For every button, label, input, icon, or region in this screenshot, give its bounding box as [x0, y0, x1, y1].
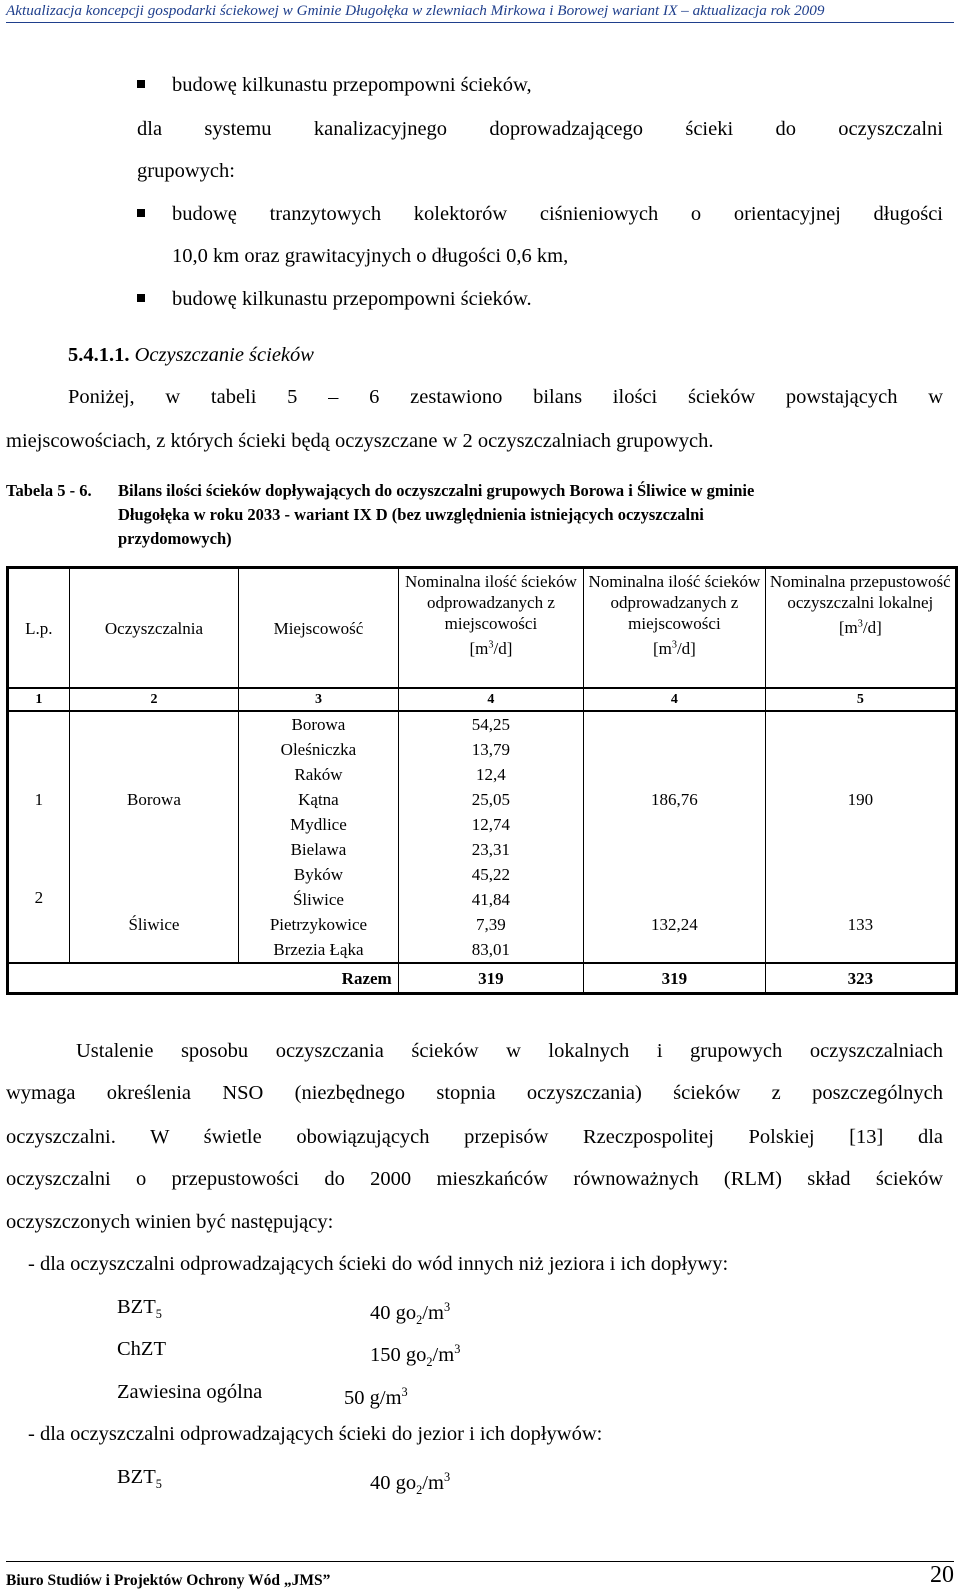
param-name: $BZT_5$ — [117, 1296, 162, 1322]
town-cell: Oleśniczka — [239, 737, 399, 762]
paragraph-line: Poniżej, w tabeli 5 – 6 zestawiono bilans ilości ścieków powstających w — [68, 386, 943, 408]
unit: $[m^3/d]$ — [838, 617, 882, 637]
paragraph-line: oczyszczalni o przepustowości do 2000 mieszkańców równoważnych (RLM) skład ścieków — [6, 1168, 943, 1190]
capacity-cell: 190 — [765, 711, 956, 887]
table-caption-line: przydomowych) — [118, 529, 232, 548]
bullet-text: budowę tranzytowych kolektorów ciśnieniowych o orientacyjnej długości — [172, 203, 943, 225]
param-value: 50 $g/m^3$ — [344, 1385, 408, 1409]
param-value: 40 $go_2/m^3$ — [370, 1300, 451, 1327]
table-row — [8, 711, 957, 737]
sum-cell: 186,76 — [584, 711, 765, 887]
page-footer — [6, 1562, 954, 1591]
column-number: 1 — [8, 688, 70, 711]
header-capacity-text: Nominalna przepustowość oczyszczalni lokalnej — [769, 572, 951, 612]
column-number: 3 — [239, 688, 399, 711]
bullet-icon — [137, 80, 145, 88]
section-title: Oczyszczanie ścieków — [134, 344, 314, 366]
param-name: ChZT — [117, 1338, 166, 1360]
column-number: 4 — [584, 688, 765, 711]
paragraph-line: miejscowościach, z których ścieki będą oczyszczane w 2 oczyszczalniach grupowych. — [6, 430, 714, 452]
quantity-cell: 25,05 — [398, 787, 583, 812]
quantity-cell: 83,01 — [398, 937, 583, 963]
balance-table — [6, 566, 958, 995]
paragraph-line: Ustalenie sposobu oczyszczania ścieków w lokalnych i grupowych oczyszczalniach — [76, 1040, 943, 1062]
town-cell: Byków — [239, 862, 399, 887]
list-dash-line: - dla oczyszczalni odprowadzających ścieki do wód innych niż jeziora i ich dopływy: — [28, 1253, 729, 1275]
capacity-cell: 133 — [765, 887, 956, 963]
town-cell: Pietrzykowice — [239, 912, 399, 937]
param-value: 40 $go_2/m^3$ — [370, 1470, 451, 1497]
header-town: Miejscowość — [239, 568, 399, 689]
paragraph-line: wymaga określenia NSO (niezbędnego stopnia oczyszczania) ścieków z poszczególnych — [6, 1082, 943, 1104]
list-dash-line: - dla oczyszczalni odprowadzających ścieki do jezior i ich dopływów: — [28, 1423, 603, 1445]
quantity-cell: 13,79 — [398, 737, 583, 762]
lp-cell: 2 — [8, 887, 70, 963]
unit: $[m^3/d]$ — [652, 638, 696, 658]
section-number: 5.4.1.1. — [68, 344, 130, 366]
page-number: 20 — [930, 1562, 954, 1588]
town-cell: Śliwice — [239, 887, 399, 912]
footer-text: Biuro Studiów i Projektów Ochrony Wód „JMS” — [6, 1572, 331, 1589]
header-q1 — [398, 568, 583, 689]
param-name: $BZT_5$ — [117, 1466, 162, 1492]
total-quantity: 319 — [398, 963, 583, 994]
column-number-row — [8, 688, 957, 711]
town-cell: Borowa — [239, 711, 399, 737]
bullet-text: 10,0 km oraz grawitacyjnych o długości 0,6 km, — [172, 245, 569, 267]
header-q2-text: Nominalna ilość ścieków odprowadzanych z miejscowości — [588, 572, 761, 633]
table-caption-line: Długołęka w roku 2033 - wariant IX D (bez uwzględnienia istniejących oczyszczalni — [118, 505, 704, 524]
header-capacity — [765, 568, 956, 689]
section-heading — [68, 342, 314, 368]
header-q2 — [584, 568, 765, 689]
header-q1-text: Nominalna ilość ścieków odprowadzanych z miejscowości — [405, 572, 577, 633]
footer-rule — [6, 1561, 954, 1562]
param-value: 150 $go_2/m^3$ — [370, 1342, 461, 1369]
column-number: 2 — [69, 688, 238, 711]
town-cell: Kątna — [239, 787, 399, 812]
bullet-text: budowę kilkunastu przepompowni ścieków. — [172, 288, 532, 310]
plant-cell: Śliwice — [69, 887, 238, 963]
town-cell: Mydlice — [239, 812, 399, 837]
table-header-row — [8, 568, 957, 689]
paragraph-line: oczyszczonych winien być następujący: — [6, 1211, 334, 1233]
paragraph-line: grupowych: — [137, 160, 235, 182]
town-cell: Bielawa — [239, 837, 399, 862]
paragraph-line: dla systemu kanalizacyjnego doprowadzającego ścieki do oczyszczalni — [137, 118, 943, 140]
bullet-icon — [137, 209, 145, 217]
sum-cell: 132,24 — [584, 887, 765, 963]
quantity-cell: 12,4 — [398, 762, 583, 787]
table-caption-label: Tabela 5 - 6. — [6, 481, 92, 500]
unit: $[m^3/d]$ — [469, 638, 513, 658]
total-label: Razem — [8, 963, 399, 994]
column-number: 4 — [398, 688, 583, 711]
header-plant: Oczyszczalnia — [69, 568, 238, 689]
table-row — [8, 887, 957, 912]
quantity-cell: 23,31 — [398, 837, 583, 862]
header-lp: L.p. — [8, 568, 70, 689]
paragraph-line: oczyszczalni. W świetle obowiązujących przepisów Rzeczpospolitej Polskiej [13] dla — [6, 1126, 943, 1148]
lp-cell: 1 — [8, 711, 70, 887]
bullet-text: budowę kilkunastu przepompowni ścieków, — [172, 74, 532, 96]
quantity-cell: 7,39 — [398, 912, 583, 937]
quantity-cell: 41,84 — [398, 887, 583, 912]
total-sum: 319 — [584, 963, 765, 994]
running-header: Aktualizacja koncepcji gospodarki ściekowej w Gminie Długołęka w zlewniach Mirkowa i Borowej wariant IX – aktualizacja rok 2009 — [6, 0, 954, 23]
town-cell: Brzezia Łąka — [239, 937, 399, 963]
total-row — [8, 963, 957, 994]
column-number: 5 — [765, 688, 956, 711]
plant-cell: Borowa — [69, 711, 238, 887]
quantity-cell: 54,25 — [398, 711, 583, 737]
bullet-icon — [137, 294, 145, 302]
quantity-cell: 12,74 — [398, 812, 583, 837]
quantity-cell: 45,22 — [398, 862, 583, 887]
table-caption-line: Bilans ilości ścieków dopływających do oczyszczalni grupowych Borowa i Śliwice w gminie — [118, 481, 755, 500]
town-cell: Raków — [239, 762, 399, 787]
total-capacity: 323 — [765, 963, 956, 994]
param-name: Zawiesina ogólna — [117, 1381, 263, 1403]
